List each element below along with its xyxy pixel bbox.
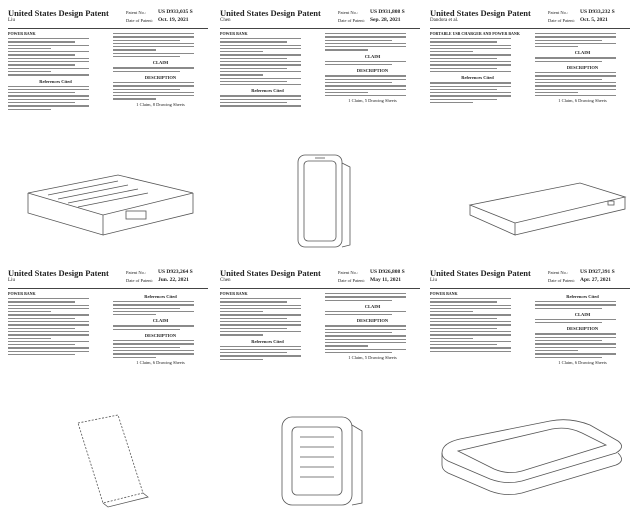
patent-page-2 xyxy=(220,8,420,253)
patent-inventor: Chen xyxy=(220,18,231,23)
patent-values xyxy=(370,8,405,24)
drawing-figure xyxy=(8,413,208,509)
description-heading: DESCRIPTION xyxy=(144,74,177,80)
patent-title: POWER BANK xyxy=(8,31,36,36)
patent-header xyxy=(430,268,630,289)
right-column xyxy=(113,31,208,107)
patent-header xyxy=(8,268,208,289)
patent-page-1 xyxy=(8,8,208,253)
power-bank-drawing xyxy=(220,413,420,509)
claim-heading: CLAIM xyxy=(574,50,591,56)
patent-values xyxy=(580,8,615,24)
patent-number: US D923,264 S xyxy=(158,269,193,275)
left-column xyxy=(430,31,525,105)
patent-number: US D927,391 S xyxy=(580,269,615,275)
references-heading: References Cited xyxy=(144,294,177,299)
right-column xyxy=(113,291,208,365)
patent-inventor: Liu xyxy=(430,278,437,283)
right-column xyxy=(325,291,420,360)
power-bank-drawing xyxy=(220,153,420,249)
power-bank-drawing xyxy=(430,413,630,509)
patent-number: US D933,035 S xyxy=(158,9,193,15)
patent-header xyxy=(430,8,630,29)
description-heading: DESCRIPTION xyxy=(144,333,177,339)
patent-page-4 xyxy=(8,268,208,513)
patent-heading: United States Design Patent xyxy=(430,8,531,18)
left-column xyxy=(8,291,103,357)
description-heading: DESCRIPTION xyxy=(566,326,599,332)
references-heading: References Cited xyxy=(251,88,284,94)
patent-number: US D933,232 S xyxy=(580,9,615,15)
patent-number: US D931,808 S xyxy=(370,9,405,15)
patent-values xyxy=(158,268,193,284)
patent-inventor: Chen xyxy=(220,278,231,283)
claim-heading: CLAIM xyxy=(364,303,381,309)
patent-labels: Patent No.: Date of Patent: xyxy=(126,10,153,23)
drawing-figure xyxy=(220,413,420,509)
description-heading: DESCRIPTION xyxy=(356,318,389,324)
patent-date: Jun. 22, 2021 xyxy=(158,277,189,283)
patent-date: Sep. 28, 2021 xyxy=(370,17,401,23)
sheet-caption: 1 Claim, 5 Drawing Sheets xyxy=(348,98,397,104)
left-column xyxy=(430,291,525,354)
patent-labels: Patent No.: Date of Patent: xyxy=(126,270,153,283)
patent-inventor: Dandora et al. xyxy=(430,18,459,23)
sheet-caption: 1 Claim, 5 Drawing Sheets xyxy=(348,355,397,361)
drawing-figure xyxy=(220,153,420,249)
right-column xyxy=(325,31,420,103)
power-bank-drawing xyxy=(8,153,208,249)
patent-labels: Patent No.: Date of Patent: xyxy=(338,270,365,283)
patent-values xyxy=(158,8,193,24)
references-heading: References Cited xyxy=(39,78,72,84)
right-column xyxy=(535,31,630,103)
sheet-caption: 1 Claim, 8 Drawing Sheets xyxy=(136,101,185,107)
patent-heading: United States Design Patent xyxy=(220,8,321,18)
patent-date: Oct. 19, 2021 xyxy=(158,17,189,23)
patent-page-3 xyxy=(430,8,630,253)
right-column xyxy=(535,291,630,365)
description-heading: DESCRIPTION xyxy=(566,65,599,71)
patent-heading: United States Design Patent xyxy=(430,268,531,278)
claim-heading: CLAIM xyxy=(152,318,169,324)
sheet-caption: 1 Claim, 6 Drawing Sheets xyxy=(136,359,185,365)
patent-header xyxy=(8,8,208,29)
references-heading: References Cited xyxy=(461,75,494,81)
patent-values xyxy=(370,268,405,284)
patent-heading: United States Design Patent xyxy=(8,268,109,278)
patent-date: Apr. 27, 2021 xyxy=(580,277,611,283)
patent-title: POWER BANK xyxy=(8,291,36,296)
patent-labels: Patent No.: Date of Patent: xyxy=(338,10,365,23)
references-heading: References Cited xyxy=(251,338,284,344)
left-column xyxy=(220,31,315,109)
sheet-caption: 1 Claim, 6 Drawing Sheets xyxy=(558,98,607,104)
left-column xyxy=(220,291,315,362)
patent-title: PORTABLE USB CHARGER AND POWER BANK xyxy=(430,31,520,36)
drawing-figure xyxy=(430,413,630,509)
patent-header xyxy=(220,8,420,29)
patent-heading: United States Design Patent xyxy=(8,8,109,18)
patent-title: POWER BANK xyxy=(430,291,458,296)
references-heading: References Cited xyxy=(566,294,599,299)
patent-labels: Patent No.: Date of Patent: xyxy=(548,270,575,283)
drawing-figure xyxy=(430,153,630,249)
drawing-figure xyxy=(8,153,208,249)
sheet-caption: 1 Claim, 6 Drawing Sheets xyxy=(558,359,607,365)
claim-heading: CLAIM xyxy=(152,60,169,66)
patent-values xyxy=(580,268,615,284)
patent-title: POWER BANK xyxy=(220,31,248,36)
patent-inventor: Liu xyxy=(8,278,15,283)
description-heading: DESCRIPTION xyxy=(356,68,389,74)
power-bank-drawing xyxy=(8,413,208,509)
patent-heading: United States Design Patent xyxy=(220,268,321,278)
patent-inventor: Liu xyxy=(8,18,15,23)
power-bank-drawing xyxy=(430,153,630,249)
patent-date: May 11, 2021 xyxy=(370,277,402,283)
patent-date: Oct. 5, 2021 xyxy=(580,17,608,23)
patent-header xyxy=(220,268,420,289)
claim-heading: CLAIM xyxy=(574,311,591,317)
patent-page-5 xyxy=(220,268,420,513)
patent-title: POWER BANK xyxy=(220,291,248,296)
claim-heading: CLAIM xyxy=(364,53,381,59)
patent-page-6 xyxy=(430,268,630,513)
left-column xyxy=(8,31,103,112)
patent-number: US D926,808 S xyxy=(370,269,405,275)
patent-labels: Patent No.: Date of Patent: xyxy=(548,10,575,23)
